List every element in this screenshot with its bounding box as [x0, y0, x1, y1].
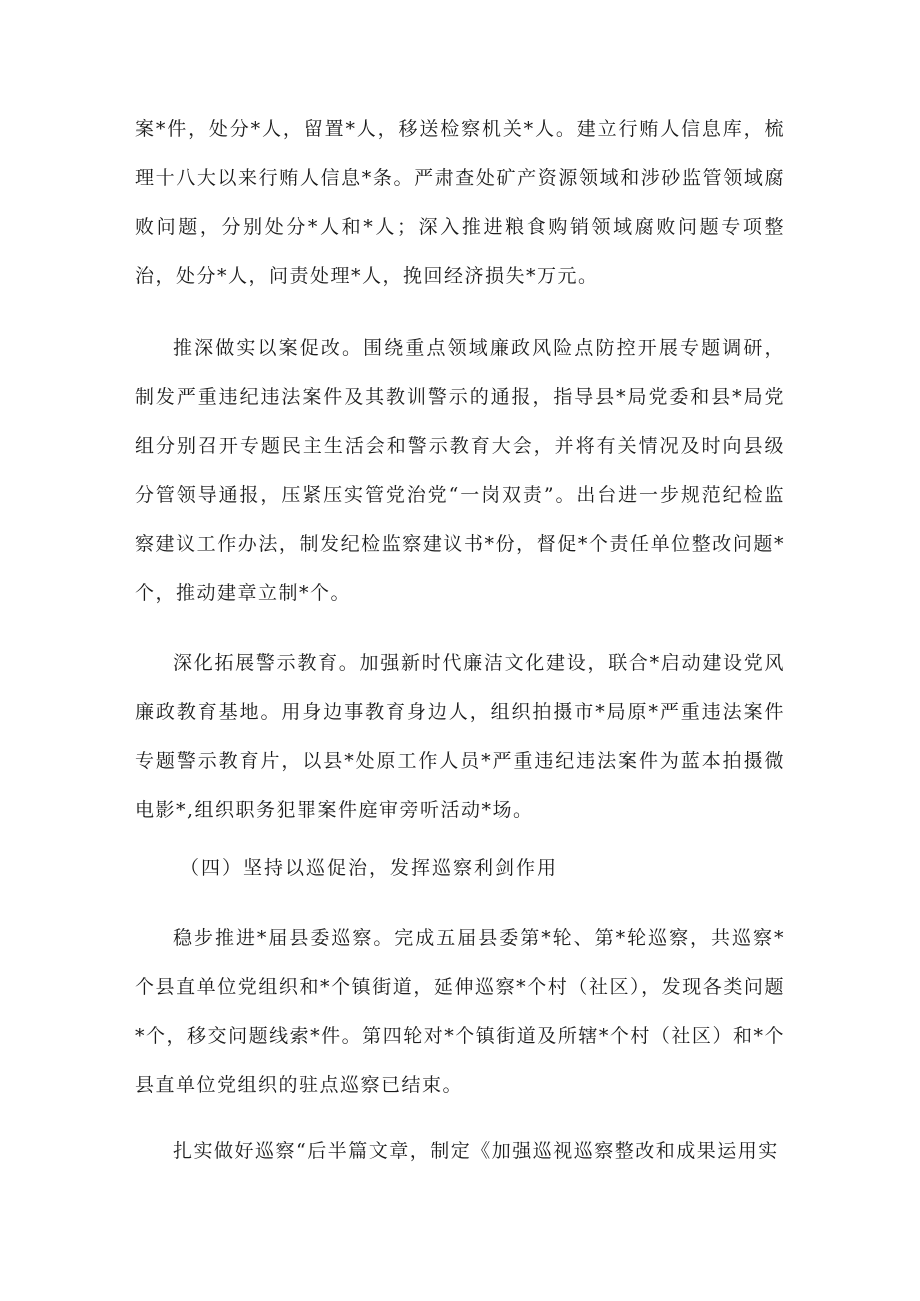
paragraph-case-handling: 案*件，处分*人，留置*人，移送检察机关*人。建立行贿人信息库，梳理十八大以来行贿人信息*条。严肃查处矿产资源领域和涉砂监管领域腐败问题，分别处分*人和*人；深入推进粮食购销领域腐败问题专项整治，处分*人，问责处理*人，挽回经济损失*万元。	[135, 118, 785, 287]
paragraph-warning-education: 深化拓展警示教育。加强新时代廉洁文化建设，联合*启动建设党风廉政教育基地。用身边事教育身边人，组织拍摄市*局原*严重违法案件专题警示教育片，以县*处原工作人员*严重违纪违法案件为蓝本拍摄微电影*,组织职务犯罪案件庭审旁听活动*场。	[135, 652, 785, 821]
paragraph-inspection-followup: 扎实做好巡察“后半篇文章，制定《加强巡视巡察整改和成果运用实	[173, 1140, 779, 1162]
paragraph-county-inspection: 稳步推进*届县委巡察。完成五届县委第*轮、第*轮巡察，共巡察*个县直单位党组织和*个镇街道，延伸巡察*个村（社区），发现各类问题*个，移交问题线索*件。第四轮对*个镇街道及所辖*个村（社区）和*个县直单位党组织的驻点巡察已结束。	[135, 927, 785, 1096]
paragraph-case-reform: 推深做实以案促改。围绕重点领域廉政风险点防控开展专题调研，制发严重违纪违法案件及其教训警示的通报，指导县*局党委和县*局党组分别召开专题民主生活会和警示教育大会，并将有关情况及时向县级分管领导通报，压紧压实管党治党“一岗双责”。出台进一步规范纪检监察建议工作办法，制发纪检监察建议书*份，督促*个责任单位整改问题*个，推动建章立制*个。	[135, 337, 785, 604]
section-heading-inspection: （四）坚持以巡促治，发挥巡察利剑作用	[180, 857, 559, 879]
